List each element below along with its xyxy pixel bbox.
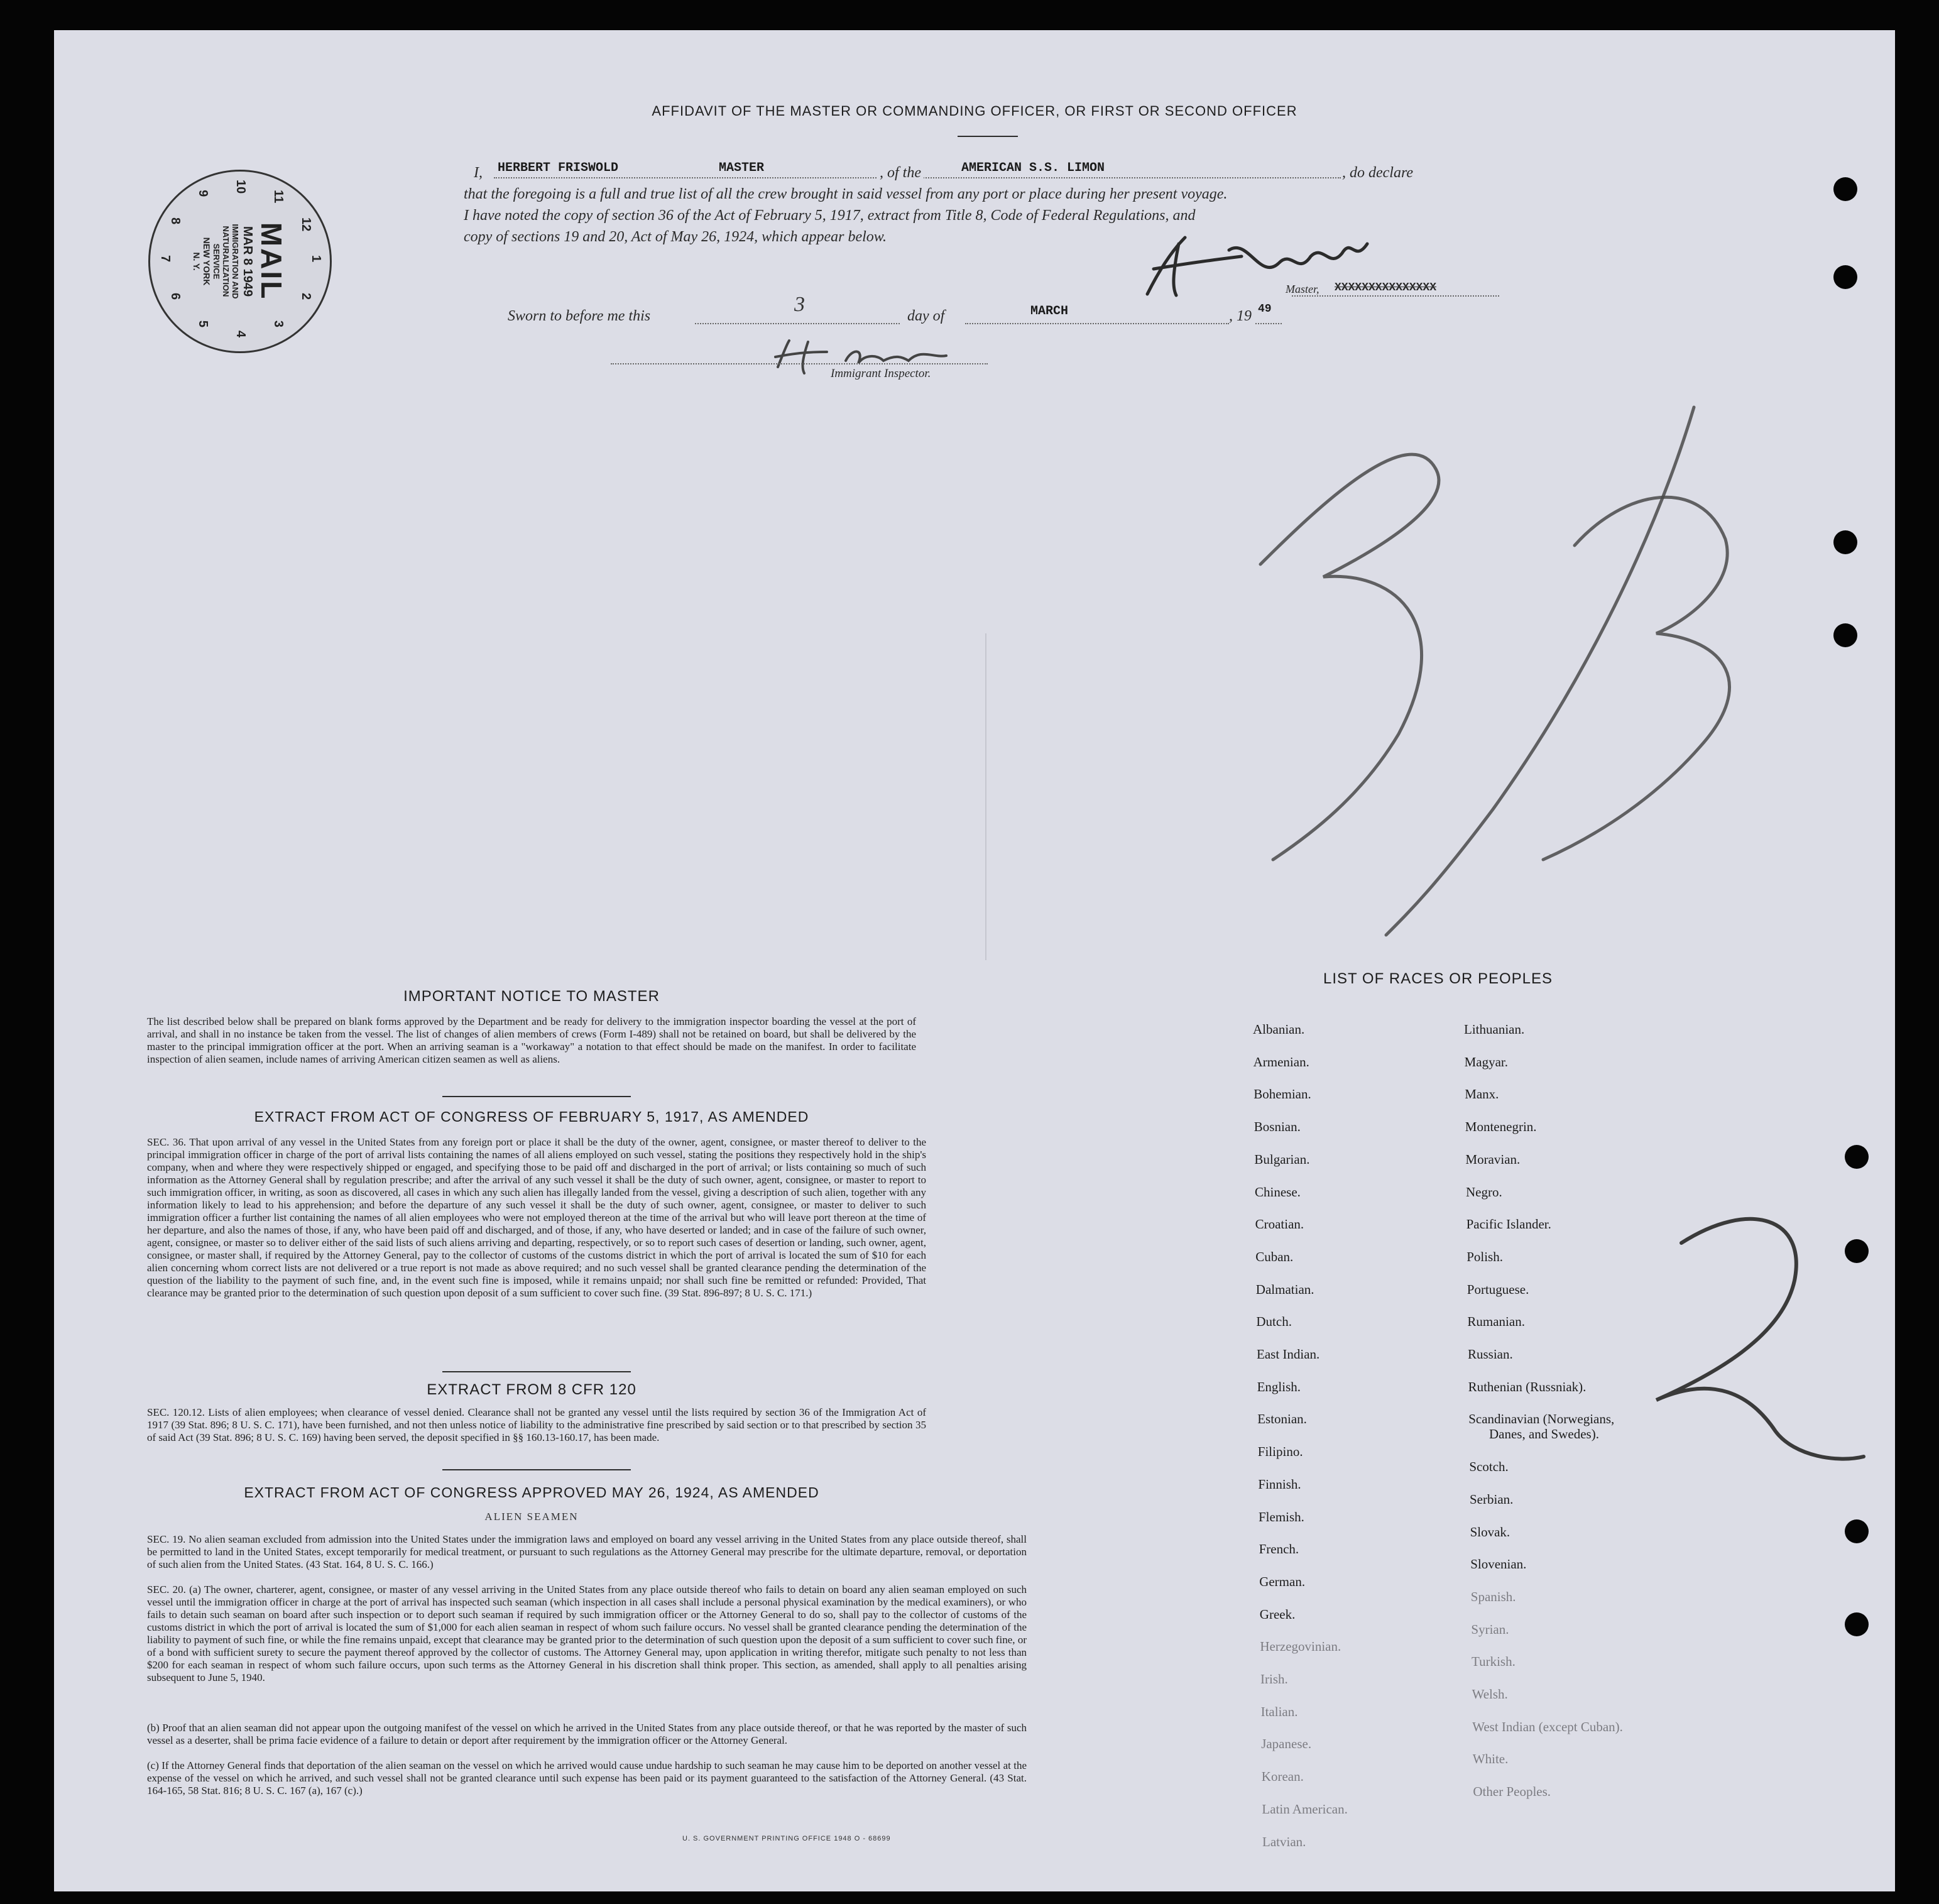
affidavit-line-2: that the foregoing is a full and true list of all the crew brought in said vessel from any port or place during her present voyage. (464, 186, 1228, 202)
races-title: LIST OF RACES OR PEOPLES (1323, 970, 1553, 987)
extract-cfr-body: SEC. 120.12. Lists of alien employees; when clearance of vessel denied. Clearance shall not be granted any vessel until the lists required by section 36 of the Immigration Act of 1917 (39 Stat. 896; 8 U. S. C. 171), have been furnished, and not then unless notice of liability to the administrative fine prescribed by said section or to that prescribed by section 35 of said Act (39 Stat. 896; 8 U. S. C. 169) having been served, the deposit specified in §§ 160.13-160.17, has been made. (147, 1406, 926, 1443)
race-item: Scotch. (1469, 1459, 1509, 1475)
handwritten-2 (1587, 1186, 1876, 1488)
stamp-hour-number: 7 (158, 255, 172, 263)
stamp-agency-3: SERVICE (212, 243, 221, 280)
extract-cfr-divider (442, 1469, 631, 1470)
race-item: Dutch. (1256, 1314, 1292, 1330)
race-item: Syrian. (1471, 1621, 1509, 1637)
race-item: Polish. (1467, 1249, 1503, 1264)
affidavit-line-3: I have noted the copy of section 36 of the Act of February 5, 1917, extract from Title 8, Code of Federal Regulations, and (464, 207, 1196, 224)
do-declare-label: , do declare (1342, 165, 1414, 181)
extract-1917-divider (442, 1371, 631, 1372)
race-item: Latin American. (1262, 1801, 1348, 1817)
stamp-agency-1: IMMIGRATION AND (231, 224, 240, 299)
race-item: Russian. (1468, 1347, 1513, 1362)
race-item: Albanian. (1253, 1022, 1305, 1037)
page-fold-line (985, 633, 986, 960)
stamp-hour-number: 2 (298, 293, 313, 300)
extract-cfr-title: EXTRACT FROM 8 CFR 120 (427, 1381, 636, 1398)
race-item: Irish. (1260, 1671, 1288, 1687)
stamp-hour-number: 1 (309, 255, 323, 263)
race-item: Manx. (1465, 1086, 1499, 1102)
race-item: Finnish. (1258, 1476, 1301, 1492)
extract-1924-subtitle: ALIEN SEAMEN (484, 1511, 579, 1523)
master-struck-text: XXXXXXXXXXXXXXX (1335, 282, 1437, 294)
sworn-month-value: MARCH (1030, 304, 1069, 319)
vessel-name: AMERICAN S.S. LIMON (961, 161, 1105, 175)
document-page (54, 30, 1895, 1891)
stamp-hour-number: 11 (271, 190, 285, 204)
punch-hole (1833, 177, 1857, 201)
extract-1924-sec19: SEC. 19. No alien seaman excluded from admission into the United States under the immigration laws and employed on board any vessel arriving in the United States from any place outside thereof, shall be permitted to land in the United States, except temporarily for medical treatment, or pursuant to such regulations as the Attorney General may prescribe for the ultimate departure, removal, or deportation of such alien from the United States. (43 Stat. 164, 8 U. S. C. 166.) (147, 1533, 1027, 1570)
extract-1924-sec20c: (c) If the Attorney General finds that deportation of the alien seaman on the vessel on which he arrived would cause undue hardship to such seaman he may cause him to be deported on another vessel at the expense of the vessel on which he arrived, and such vessel shall not be granted clearance until such expense has been paid or its payment guaranteed to the satisfaction of the Attorney General. (43 Stat. 164-165, 58 Stat. 816; 8 U. S. C. 167 (a), 167 (c).) (147, 1759, 1027, 1797)
race-item: Rumanian. (1467, 1314, 1525, 1330)
title-divider (958, 136, 1018, 137)
race-item: Spanish. (1470, 1589, 1516, 1604)
extract-1917-body: SEC. 36. That upon arrival of any vessel in the United States from any foreign port or place it shall be the duty of the owner, agent, consignee, or master thereof to deliver to the principal immigration officer in charge of the port of arrival lists containing the names of all aliens employed on such vessel, stating the positions they respectively hold in the ship's company, when and where they were respectively shipped or engaged, and specifying those to be paid off and discharged in the port of arrival; or lists containing so much of such information as the Attorney General shall by regulation prescribe; and after the arrival of any such vessel it shall be the duty of such owner, agent, consignee, or master to report to such immigration officer, in writing, as soon as discovered, all cases in which any such alien has illegally landed from the vessel, giving a description of such alien, together with any information likely to lead to his apprehension; and before the departure of any such vessel it shall be the duty of such owner, agent, consignee, or master to deliver to such immigration officer a further list containing the names of all alien employees who were not employed thereon at the time of the arrival but who will leave port thereon at the time of her departure, and also the names of those, if any, who have been paid off and discharged, and of those, if any, who have deserted or landed; and in case of the failure of such owner, agent, consignee, or master so to deliver either of the said lists of such aliens arriving and departing, respectively, or so to report such cases of desertion or landing, such owner, agent, consignee, or master shall, if required by the Attorney General, pay to the collector of customs of the customs district in which the port of arrival is located the sum of $10 for each alien concerning whom correct lists are not delivered or a true report is not made as above required; and no such vessel shall be granted clearance pending the determination of the question of the liability to the payment of such fine, and, in the event such fine is imposed, while it remains unpaid; nor shall such fine be remitted or refunded: Provided, That clearance may be granted prior to the determination of such question upon deposit of a sum sufficient to cover such fine. (39 Stat. 896-897; 8 U. S. C. 171.) (147, 1136, 926, 1299)
notice-divider (442, 1096, 631, 1097)
race-item: Ruthenian (Russniak). (1468, 1379, 1587, 1394)
race-item: Korean. (1261, 1769, 1304, 1785)
affidavit-title: AFFIDAVIT OF THE MASTER OR COMMANDING OFFICER, OR FIRST OR SECOND OFFICER (652, 103, 1297, 119)
race-item: Turkish. (1472, 1654, 1516, 1670)
race-item: Lithuanian. (1464, 1022, 1525, 1037)
of-the-label: , of the (877, 165, 924, 182)
race-item: Armenian. (1253, 1054, 1309, 1070)
affidavit-line-4: copy of sections 19 and 20, Act of May 26, 1924, which appear below. (464, 229, 887, 245)
race-item: Welsh. (1472, 1687, 1508, 1702)
race-item: Scandinavian (Norwegians, (1468, 1411, 1615, 1427)
punch-hole (1845, 1239, 1869, 1263)
notice-body: The list described below shall be prepared on blank forms approved by the Department and be ready for delivery to the immigration inspector boarding the vessel at the port of arrival, and shall in no instance be taken from the vessel. The list of changes of alien members of crews (Form I-489) shall not be retained on board, but shall be delivered by the master to the principal immigration officer at the port. When an arriving seaman is a "workaway" a notation to that effect should be made on the manifest. In order to facilitate inspection of alien seamen, include names of arriving American citizen seamen as well as aliens. (147, 1015, 916, 1065)
stamp-hour-number: 8 (168, 217, 183, 225)
punch-hole (1845, 1519, 1869, 1543)
sworn-label: Sworn to before me this (508, 308, 651, 324)
punch-hole (1833, 530, 1857, 554)
race-item: Montenegrin. (1465, 1119, 1537, 1135)
race-item: Greek. (1259, 1606, 1296, 1622)
stamp-hour-number: 3 (271, 320, 285, 328)
punch-hole (1833, 265, 1857, 289)
extract-1924-sec20b: (b) Proof that an alien seaman did not appear upon the outgoing manifest of the vessel on which he arrived in the United States from any place outside thereof, or that he was reported by the master of such vessel as a deserter, shall be prima facie evidence of a failure to detain or deport after requirement by the immigration officer or the Attorney General. (147, 1722, 1027, 1746)
month-blank-line (965, 323, 1229, 324)
race-item: Slovak. (1470, 1524, 1510, 1540)
race-item: Herzegovinian. (1260, 1639, 1341, 1655)
printing-office-footer: U. S. GOVERNMENT PRINTING OFFICE 1948 O - 68699 (682, 1835, 891, 1842)
race-item: Pacific Islander. (1466, 1217, 1551, 1232)
race-item: Flemish. (1259, 1509, 1304, 1524)
sworn-day-value: 3 (794, 293, 805, 316)
stamp-state: N. Y. (192, 252, 202, 271)
master-name: HERBERT FRISWOLD (498, 161, 619, 175)
race-item: Moravian. (1465, 1151, 1521, 1167)
race-item: West Indian (except Cuban). (1472, 1719, 1623, 1734)
inspector-label: Immigrant Inspector. (831, 367, 931, 380)
stamp-hour-number: 6 (168, 293, 183, 300)
race-item: Bulgarian. (1254, 1151, 1310, 1167)
race-item: Slovenian. (1470, 1557, 1527, 1572)
race-item: English. (1257, 1379, 1301, 1394)
year-prefix: , 19 (1229, 308, 1252, 324)
race-item: Filipino. (1257, 1444, 1303, 1460)
stamp-mail-label: MAIL (255, 222, 288, 301)
race-item: Negro. (1466, 1184, 1502, 1200)
stamp-date: MAR 8 1949 (241, 226, 254, 297)
punch-hole (1845, 1612, 1869, 1636)
extract-1924-sec20a: SEC. 20. (a) The owner, charterer, agent, consignee, or master of any vessel arriving in the United States from any place outside thereof who fails to detain on board any alien seaman employed on such vessel until the immigration officer in charge at the port of arrival has inspected such seaman (which inspection in all cases shall include a personal physical examination by the medical examiners), or who fails to detain such seaman on board after such inspection or to deport such seaman if required by such immigration officer or the Attorney General to do so, shall pay to the collector of customs of the customs district in which the port of arrival is located the sum of $1,000 for each alien seaman in respect of whom such failure occurs. No vessel shall be granted clearance pending the determination of the liability to payment of such fine, or while the fine remains unpaid, except that clearance may be granted prior to the determination of such question upon the deposit of a sum sufficient to cover such fine, or of a bond with sufficient surety to secure the payment thereof approved by the collector of customs. The Attorney General may, upon application in writing therefor, mitigate such penalty to not less than $200 for each seaman in respect of whom such failure occurs, upon such terms as the Attorney General in his discretion shall think proper. This section, as amended, shall apply to all penalties arising subsequent to June 5, 1940. (147, 1584, 1027, 1683)
stamp-hour-number: 4 (234, 331, 248, 338)
master-rank: MASTER (719, 161, 765, 175)
master-signature-line (1292, 295, 1499, 297)
race-item: Estonian. (1257, 1411, 1307, 1427)
day-of-label: day of (907, 308, 945, 324)
race-item: French. (1259, 1541, 1299, 1557)
race-item: German. (1259, 1573, 1306, 1589)
race-item: Italian. (1260, 1704, 1298, 1719)
notice-title: IMPORTANT NOTICE TO MASTER (403, 988, 660, 1005)
extract-1917-title: EXTRACT FROM ACT OF CONGRESS OF FEBRUARY 5, 1917, AS AMENDED (254, 1108, 809, 1125)
immigration-mail-stamp (148, 170, 332, 353)
race-item: Latvian. (1262, 1834, 1306, 1849)
handwritten-3-3 (1248, 382, 1876, 948)
punch-hole (1833, 623, 1857, 647)
extract-1924-title: EXTRACT FROM ACT OF CONGRESS APPROVED MAY 26, 1924, AS AMENDED (244, 1484, 819, 1501)
race-item: East Indian. (1257, 1347, 1320, 1362)
punch-hole (1845, 1145, 1869, 1169)
race-item: Danes, and Swedes). (1489, 1426, 1599, 1442)
race-item: Cuban. (1255, 1249, 1294, 1264)
sworn-year-value: 49 (1258, 303, 1272, 315)
race-item: Japanese. (1261, 1736, 1312, 1752)
race-item: White. (1472, 1751, 1509, 1767)
affidavit-i-label: I, (474, 165, 483, 181)
master-signature (1135, 225, 1386, 307)
race-item: Serbian. (1470, 1491, 1514, 1507)
stamp-hour-number: 12 (298, 217, 313, 232)
stamp-hour-number: 9 (196, 190, 210, 197)
race-item: Croatian. (1255, 1217, 1304, 1232)
day-blank-line (695, 323, 900, 324)
stamp-hour-number: 10 (234, 180, 248, 194)
master-label: Master, (1286, 283, 1319, 295)
race-item: Chinese. (1255, 1184, 1301, 1200)
stamp-hour-number: 5 (196, 320, 210, 328)
stamp-city: NEW YORK (202, 237, 212, 286)
inspector-signature-line (611, 363, 988, 364)
race-item: Dalmatian. (1255, 1281, 1314, 1297)
year-blank-line (1255, 323, 1282, 324)
stamp-agency-2: NATURALIZATION (221, 226, 231, 297)
race-item: Other Peoples. (1473, 1784, 1551, 1800)
race-item: Bosnian. (1254, 1119, 1301, 1135)
race-item: Portuguese. (1467, 1281, 1529, 1297)
race-item: Bohemian. (1254, 1086, 1311, 1102)
race-item: Magyar. (1464, 1054, 1508, 1070)
